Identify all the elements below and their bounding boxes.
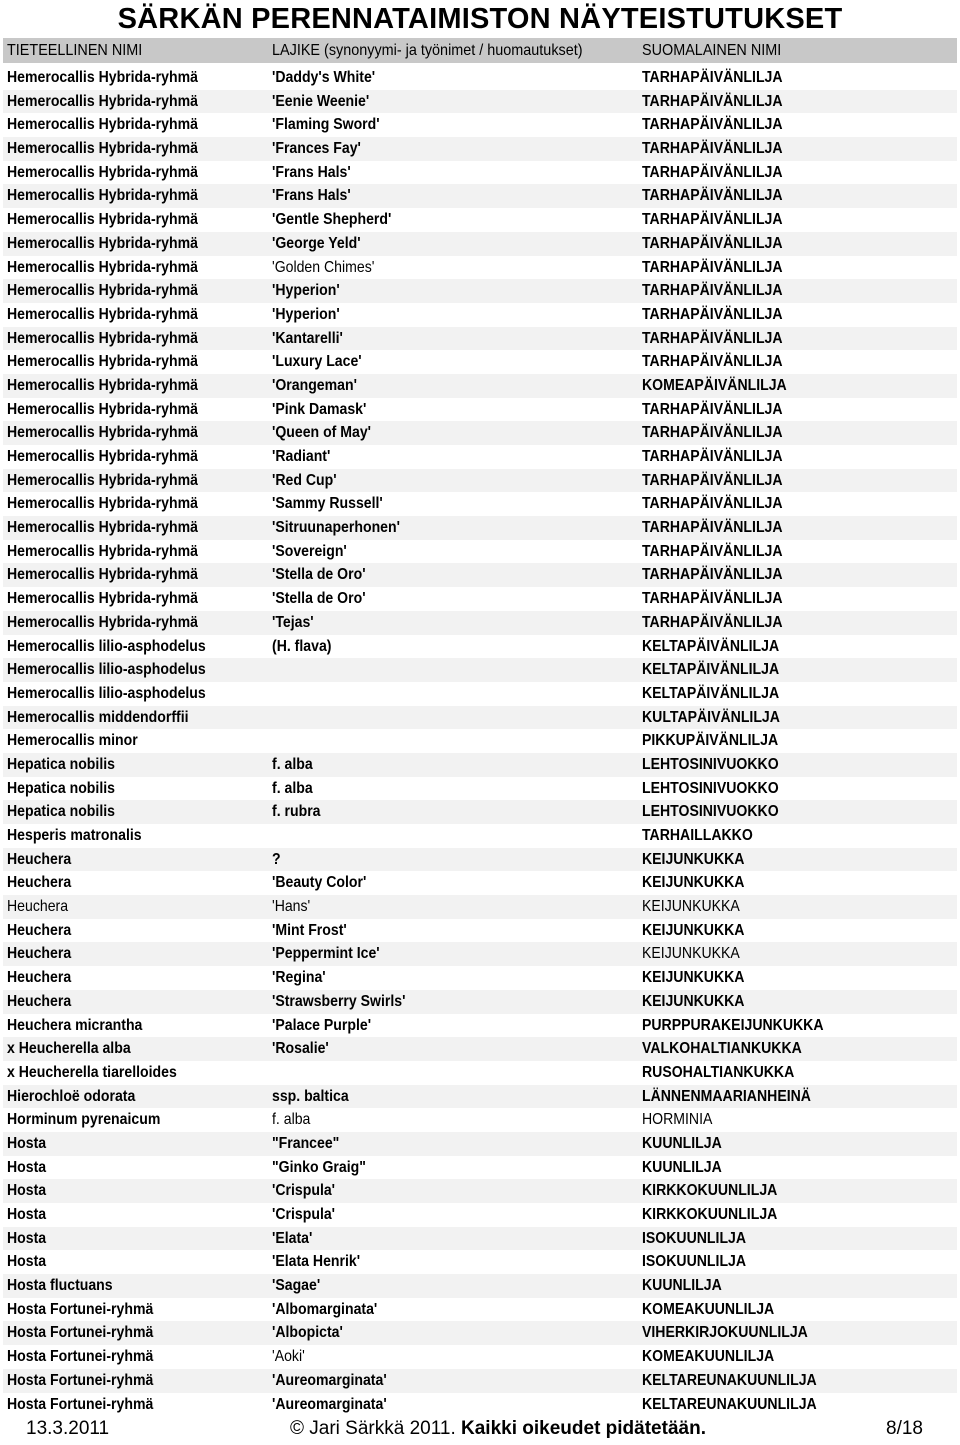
finnish-name-cell: KIRKKOKUUNLILJA bbox=[642, 1206, 778, 1223]
header-scientific-name: TIETEELLINEN NIMI bbox=[7, 42, 143, 59]
cultivar-cell: 'Regina' bbox=[272, 969, 326, 987]
scientific-name-cell: Hemerocallis Hybrida-ryhmä bbox=[7, 234, 198, 252]
scientific-name-cell: Hemerocallis Hybrida-ryhmä bbox=[7, 282, 198, 300]
table-row bbox=[3, 1393, 957, 1417]
table-row bbox=[3, 611, 957, 635]
cultivar-cell: 'Queen of May' bbox=[272, 424, 372, 442]
cultivar-cell: 'Sovereign' bbox=[272, 542, 347, 560]
table-row bbox=[3, 1156, 957, 1180]
table-row bbox=[3, 824, 957, 848]
finnish-name-cell: LÄNNENMAARIANHEINÄ bbox=[642, 1087, 811, 1105]
scientific-name-cell: Hemerocallis Hybrida-ryhmä bbox=[7, 400, 198, 418]
scientific-name-cell: Heuchera bbox=[7, 898, 69, 916]
table-row bbox=[3, 635, 957, 659]
scientific-name-cell: Heuchera bbox=[7, 945, 72, 963]
scientific-name-cell: Hepatica nobilis bbox=[7, 803, 115, 821]
finnish-name-cell: TARHAILLAKKO bbox=[642, 827, 753, 844]
cultivar-cell: 'Aureomarginata' bbox=[272, 1395, 387, 1413]
cultivar-cell: (H. flava) bbox=[272, 637, 332, 655]
finnish-name-cell: KELTAREUNAKUUNLILJA bbox=[642, 1371, 817, 1389]
finnish-name-cell: KELTAPÄIVÄNLILJA bbox=[642, 637, 780, 655]
table-row bbox=[3, 1274, 957, 1298]
table-row bbox=[3, 1108, 957, 1132]
scientific-name-cell: x Heucherella tiarelloides bbox=[7, 1063, 177, 1081]
scientific-name-cell: Heuchera bbox=[7, 969, 72, 987]
cultivar-cell: 'Aureomarginata' bbox=[272, 1371, 387, 1389]
finnish-name-cell: KELTAPÄIVÄNLILJA bbox=[642, 684, 780, 702]
cultivar-cell: 'Sammy Russell' bbox=[272, 495, 383, 513]
finnish-name-cell: TARHAPÄIVÄNLILJA bbox=[642, 424, 783, 442]
cultivar-cell: ssp. baltica bbox=[272, 1087, 349, 1105]
table-row bbox=[3, 1250, 957, 1274]
cultivar-cell: 'Gentle Shepherd' bbox=[272, 211, 392, 229]
finnish-name-cell: KELTAREUNAKUUNLILJA bbox=[642, 1395, 817, 1413]
finnish-name-cell: TARHAPÄIVÄNLILJA bbox=[642, 519, 783, 537]
table-row bbox=[3, 113, 957, 137]
finnish-name-cell: KEIJUNKUKKA bbox=[642, 969, 745, 987]
finnish-name-cell: ISOKUUNLILJA bbox=[642, 1229, 747, 1247]
table-row bbox=[3, 942, 957, 966]
cultivar-cell: 'George Yeld' bbox=[272, 234, 361, 252]
finnish-name-cell: TARHAPÄIVÄNLILJA bbox=[642, 163, 783, 181]
finnish-name-cell: HORMINIA bbox=[642, 1111, 713, 1129]
scientific-name-cell: Hemerocallis Hybrida-ryhmä bbox=[7, 140, 198, 158]
table-row bbox=[3, 1085, 957, 1109]
finnish-name-cell: TARHAPÄIVÄNLILJA bbox=[642, 140, 783, 158]
finnish-name-cell: TARHAPÄIVÄNLILJA bbox=[642, 211, 783, 229]
table-row bbox=[3, 966, 957, 990]
cultivar-cell: 'Palace Purple' bbox=[272, 1016, 372, 1034]
scientific-name-cell: Hosta bbox=[7, 1134, 47, 1152]
scientific-name-cell: Heuchera micrantha bbox=[7, 1016, 143, 1034]
scientific-name-cell: Hemerocallis Hybrida-ryhmä bbox=[7, 448, 198, 465]
cultivar-cell: 'Hyperion' bbox=[272, 305, 340, 323]
scientific-name-cell: x Heucherella alba bbox=[7, 1040, 131, 1058]
table-row bbox=[3, 279, 957, 303]
scientific-name-cell: Hosta bbox=[7, 1229, 47, 1247]
table-row bbox=[3, 1227, 957, 1251]
table-row bbox=[3, 587, 957, 611]
page-footer bbox=[0, 1415, 960, 1445]
table-row bbox=[3, 1298, 957, 1322]
scientific-name-cell: Hemerocallis Hybrida-ryhmä bbox=[7, 495, 198, 513]
table-row bbox=[3, 1321, 957, 1345]
scientific-name-cell: Hemerocallis Hybrida-ryhmä bbox=[7, 163, 198, 181]
finnish-name-cell: KUUNLILJA bbox=[642, 1158, 722, 1176]
cultivar-cell: 'Hans' bbox=[272, 898, 311, 916]
cultivar-cell: 'Crispula' bbox=[272, 1206, 336, 1223]
scientific-name-cell: Hemerocallis Hybrida-ryhmä bbox=[7, 471, 198, 489]
scientific-name-cell: Heuchera bbox=[7, 874, 72, 892]
cultivar-cell: 'Flaming Sword' bbox=[272, 116, 380, 134]
header-cultivar: LAJIKE (synonyymi- ja työnimet / huomautukset) bbox=[272, 42, 583, 59]
finnish-name-cell: KEIJUNKUKKA bbox=[642, 850, 745, 868]
scientific-name-cell: Hemerocallis lilio-asphodelus bbox=[7, 684, 206, 702]
cultivar-cell: 'Pink Damask' bbox=[272, 400, 367, 418]
cultivar-cell: f. rubra bbox=[272, 803, 321, 821]
table-row bbox=[3, 753, 957, 777]
cultivar-cell: 'Luxury Lace' bbox=[272, 353, 362, 371]
table-row bbox=[3, 66, 957, 90]
cultivar-cell: ? bbox=[272, 850, 281, 868]
table-row bbox=[3, 1061, 957, 1085]
table-row bbox=[3, 563, 957, 587]
finnish-name-cell: KEIJUNKUKKA bbox=[642, 921, 745, 939]
cultivar-cell: 'Golden Chimes' bbox=[272, 258, 375, 276]
cultivar-cell: 'Strawsberry Swirls' bbox=[272, 992, 406, 1010]
scientific-name-cell: Hemerocallis Hybrida-ryhmä bbox=[7, 519, 198, 537]
scientific-name-cell: Hepatica nobilis bbox=[7, 755, 115, 773]
table-row bbox=[3, 658, 957, 682]
finnish-name-cell: TARHAPÄIVÄNLILJA bbox=[642, 329, 783, 347]
table-row bbox=[3, 184, 957, 208]
scientific-name-cell: Hemerocallis Hybrida-ryhmä bbox=[7, 258, 198, 276]
finnish-name-cell: KIRKKOKUUNLILJA bbox=[642, 1182, 778, 1200]
scientific-name-cell: Hosta bbox=[7, 1158, 47, 1176]
table-row bbox=[3, 729, 957, 753]
table-row bbox=[3, 682, 957, 706]
scientific-name-cell: Hosta Fortunei-ryhmä bbox=[7, 1395, 154, 1413]
cultivar-cell: 'Elata Henrik' bbox=[272, 1253, 361, 1271]
scientific-name-cell: Hemerocallis Hybrida-ryhmä bbox=[7, 329, 198, 347]
table-row bbox=[3, 208, 957, 232]
finnish-name-cell: TARHAPÄIVÄNLILJA bbox=[642, 69, 783, 86]
scientific-name-cell: Hesperis matronalis bbox=[7, 827, 142, 844]
cultivar-cell: 'Frances Fay' bbox=[272, 140, 361, 158]
cultivar-cell: f. alba bbox=[272, 755, 313, 773]
finnish-name-cell: TARHAPÄIVÄNLILJA bbox=[642, 566, 783, 584]
finnish-name-cell: ISOKUUNLILJA bbox=[642, 1253, 747, 1271]
finnish-name-cell: KEIJUNKUKKA bbox=[642, 898, 740, 916]
table-row bbox=[3, 1014, 957, 1038]
cultivar-cell: 'Albopicta' bbox=[272, 1324, 343, 1342]
cultivar-cell: 'Albomarginata' bbox=[272, 1300, 378, 1318]
table-row bbox=[3, 445, 957, 469]
cultivar-cell: 'Rosalie' bbox=[272, 1040, 329, 1058]
finnish-name-cell: TARHAPÄIVÄNLILJA bbox=[642, 542, 783, 560]
header-finnish-name: SUOMALAINEN NIMI bbox=[642, 42, 782, 59]
cultivar-cell: 'Frans Hals' bbox=[272, 187, 351, 205]
scientific-name-cell: Heuchera bbox=[7, 850, 72, 868]
scientific-name-cell: Hemerocallis lilio-asphodelus bbox=[7, 637, 206, 655]
finnish-name-cell: TARHAPÄIVÄNLILJA bbox=[642, 448, 783, 465]
table-row bbox=[3, 1369, 957, 1393]
scientific-name-cell: Hemerocallis Hybrida-ryhmä bbox=[7, 353, 198, 371]
cultivar-cell: 'Tejas' bbox=[272, 613, 314, 631]
cultivar-cell: 'Orangeman' bbox=[272, 376, 357, 394]
scientific-name-cell: Hemerocallis Hybrida-ryhmä bbox=[7, 613, 198, 631]
finnish-name-cell: TARHAPÄIVÄNLILJA bbox=[642, 353, 783, 371]
finnish-name-cell: TARHAPÄIVÄNLILJA bbox=[642, 116, 783, 134]
cultivar-cell: f. alba bbox=[272, 1111, 311, 1129]
cultivar-cell: 'Stella de Oro' bbox=[272, 590, 366, 608]
cultivar-cell: 'Radiant' bbox=[272, 448, 331, 465]
rights-notice: Kaikki oikeudet pidätetään. bbox=[461, 1418, 706, 1439]
page-title: SÄRKÄN PERENNATAIMISTON NÄYTEISTUTUKSET bbox=[117, 3, 843, 35]
table-row bbox=[3, 469, 957, 493]
finnish-name-cell: KUUNLILJA bbox=[642, 1277, 722, 1295]
finnish-name-cell: KULTAPÄIVÄNLILJA bbox=[642, 708, 780, 726]
table-row bbox=[3, 895, 957, 919]
table-row bbox=[3, 90, 957, 114]
table-row bbox=[3, 800, 957, 824]
finnish-name-cell: VALKOHALTIANKUKKA bbox=[642, 1040, 802, 1058]
footer-date: 13.3.2011 bbox=[26, 1418, 110, 1439]
scientific-name-cell: Hierochloë odorata bbox=[7, 1087, 136, 1105]
cultivar-cell: 'Daddy's White' bbox=[272, 69, 376, 86]
finnish-name-cell: RUSOHALTIANKUKKA bbox=[642, 1063, 795, 1081]
scientific-name-cell: Hemerocallis Hybrida-ryhmä bbox=[7, 69, 198, 86]
finnish-name-cell: KOMEAPÄIVÄNLILJA bbox=[642, 376, 787, 394]
finnish-name-cell: TARHAPÄIVÄNLILJA bbox=[642, 471, 783, 489]
finnish-name-cell: PIKKUPÄIVÄNLILJA bbox=[642, 732, 779, 750]
table-row bbox=[3, 398, 957, 422]
scientific-name-cell: Hemerocallis lilio-asphodelus bbox=[7, 661, 206, 679]
cultivar-cell: 'Eenie Weenie' bbox=[272, 92, 370, 110]
table-row bbox=[3, 256, 957, 280]
finnish-name-cell: TARHAPÄIVÄNLILJA bbox=[642, 258, 783, 276]
cultivar-cell: 'Aoki' bbox=[272, 1348, 305, 1366]
finnish-name-cell: LEHTOSINIVUOKKO bbox=[642, 755, 779, 773]
cultivar-cell: 'Red Cup' bbox=[272, 471, 337, 489]
cultivar-cell: 'Hyperion' bbox=[272, 282, 340, 300]
table-body bbox=[3, 66, 957, 1416]
finnish-name-cell: TARHAPÄIVÄNLILJA bbox=[642, 613, 783, 631]
table-row bbox=[3, 374, 957, 398]
scientific-name-cell: Hemerocallis minor bbox=[7, 732, 138, 750]
finnish-name-cell: KOMEAKUUNLILJA bbox=[642, 1300, 775, 1318]
table-row bbox=[3, 350, 957, 374]
finnish-name-cell: VIHERKIRJOKUUNLILJA bbox=[642, 1324, 808, 1342]
table-header bbox=[3, 38, 957, 63]
table-row bbox=[3, 871, 957, 895]
scientific-name-cell: Hosta bbox=[7, 1206, 47, 1223]
finnish-name-cell: LEHTOSINIVUOKKO bbox=[642, 803, 779, 821]
cultivar-cell: "Ginko Graig" bbox=[272, 1158, 366, 1176]
scientific-name-cell: Hemerocallis Hybrida-ryhmä bbox=[7, 542, 198, 560]
scientific-name-cell: Hemerocallis Hybrida-ryhmä bbox=[7, 92, 198, 110]
finnish-name-cell: KEIJUNKUKKA bbox=[642, 874, 745, 892]
table-row bbox=[3, 777, 957, 801]
cultivar-cell: 'Sitruunaperhonen' bbox=[272, 519, 400, 537]
cultivar-cell: 'Kantarelli' bbox=[272, 329, 343, 347]
table-row bbox=[3, 232, 957, 256]
table-row bbox=[3, 161, 957, 185]
copyright-owner: © Jari Särkkä 2011. bbox=[290, 1418, 456, 1439]
scientific-name-cell: Heuchera bbox=[7, 921, 72, 939]
table-row bbox=[3, 919, 957, 943]
scientific-name-cell: Hemerocallis Hybrida-ryhmä bbox=[7, 566, 198, 584]
table-row bbox=[3, 327, 957, 351]
finnish-name-cell: TARHAPÄIVÄNLILJA bbox=[642, 495, 783, 513]
table-row bbox=[3, 848, 957, 872]
cultivar-cell: 'Stella de Oro' bbox=[272, 566, 366, 584]
scientific-name-cell: Hosta bbox=[7, 1182, 47, 1200]
finnish-name-cell: TARHAPÄIVÄNLILJA bbox=[642, 305, 783, 323]
scientific-name-cell: Hemerocallis Hybrida-ryhmä bbox=[7, 590, 198, 608]
finnish-name-cell: KOMEAKUUNLILJA bbox=[642, 1348, 775, 1366]
scientific-name-cell: Hemerocallis Hybrida-ryhmä bbox=[7, 187, 198, 205]
page-number: 8/18 bbox=[886, 1418, 923, 1439]
cultivar-cell: 'Elata' bbox=[272, 1229, 313, 1247]
scientific-name-cell: Hosta bbox=[7, 1253, 47, 1271]
finnish-name-cell: TARHAPÄIVÄNLILJA bbox=[642, 400, 783, 418]
table-row bbox=[3, 1132, 957, 1156]
finnish-name-cell: TARHAPÄIVÄNLILJA bbox=[642, 590, 783, 608]
cultivar-cell: 'Beauty Color' bbox=[272, 874, 367, 892]
scientific-name-cell: Hosta Fortunei-ryhmä bbox=[7, 1300, 154, 1318]
finnish-name-cell: KEIJUNKUKKA bbox=[642, 945, 740, 963]
scientific-name-cell: Hemerocallis middendorffii bbox=[7, 708, 189, 726]
finnish-name-cell: LEHTOSINIVUOKKO bbox=[642, 779, 779, 797]
scientific-name-cell: Hemerocallis Hybrida-ryhmä bbox=[7, 376, 198, 394]
scientific-name-cell: Hosta fluctuans bbox=[7, 1277, 113, 1295]
scientific-name-cell: Horminum pyrenaicum bbox=[7, 1111, 161, 1129]
finnish-name-cell: KELTAPÄIVÄNLILJA bbox=[642, 661, 780, 679]
table-row bbox=[3, 137, 957, 161]
cultivar-cell: 'Peppermint Ice' bbox=[272, 945, 380, 963]
cultivar-cell: f. alba bbox=[272, 779, 313, 797]
scientific-name-cell: Hepatica nobilis bbox=[7, 779, 115, 797]
scientific-name-cell: Hosta Fortunei-ryhmä bbox=[7, 1348, 154, 1366]
finnish-name-cell: TARHAPÄIVÄNLILJA bbox=[642, 234, 783, 252]
scientific-name-cell: Hemerocallis Hybrida-ryhmä bbox=[7, 424, 198, 442]
scientific-name-cell: Hemerocallis Hybrida-ryhmä bbox=[7, 305, 198, 323]
cultivar-cell: 'Crispula' bbox=[272, 1182, 336, 1200]
cultivar-cell: "Francee" bbox=[272, 1134, 340, 1152]
scientific-name-cell: Hemerocallis Hybrida-ryhmä bbox=[7, 116, 198, 134]
table-row bbox=[3, 1037, 957, 1061]
scientific-name-cell: Hemerocallis Hybrida-ryhmä bbox=[7, 211, 198, 229]
table-row bbox=[3, 1179, 957, 1203]
table-row bbox=[3, 492, 957, 516]
finnish-name-cell: KUUNLILJA bbox=[642, 1134, 722, 1152]
table-row bbox=[3, 516, 957, 540]
cultivar-cell: 'Frans Hals' bbox=[272, 163, 351, 181]
scientific-name-cell: Heuchera bbox=[7, 992, 72, 1010]
scientific-name-cell: Hosta Fortunei-ryhmä bbox=[7, 1324, 154, 1342]
table-row bbox=[3, 540, 957, 564]
scientific-name-cell: Hosta Fortunei-ryhmä bbox=[7, 1371, 154, 1389]
table-row bbox=[3, 1345, 957, 1369]
table-row bbox=[3, 1203, 957, 1227]
finnish-name-cell: KEIJUNKUKKA bbox=[642, 992, 745, 1010]
table-row bbox=[3, 303, 957, 327]
finnish-name-cell: TARHAPÄIVÄNLILJA bbox=[642, 187, 783, 205]
table-row bbox=[3, 990, 957, 1014]
cultivar-cell: 'Mint Frost' bbox=[272, 921, 347, 939]
finnish-name-cell: TARHAPÄIVÄNLILJA bbox=[642, 282, 783, 300]
cultivar-cell: 'Sagae' bbox=[272, 1277, 321, 1295]
finnish-name-cell: TARHAPÄIVÄNLILJA bbox=[642, 92, 783, 110]
finnish-name-cell: PURPPURAKEIJUNKUKKA bbox=[642, 1016, 824, 1034]
table-row bbox=[3, 421, 957, 445]
table-row bbox=[3, 706, 957, 730]
footer-copyright bbox=[290, 1418, 706, 1440]
